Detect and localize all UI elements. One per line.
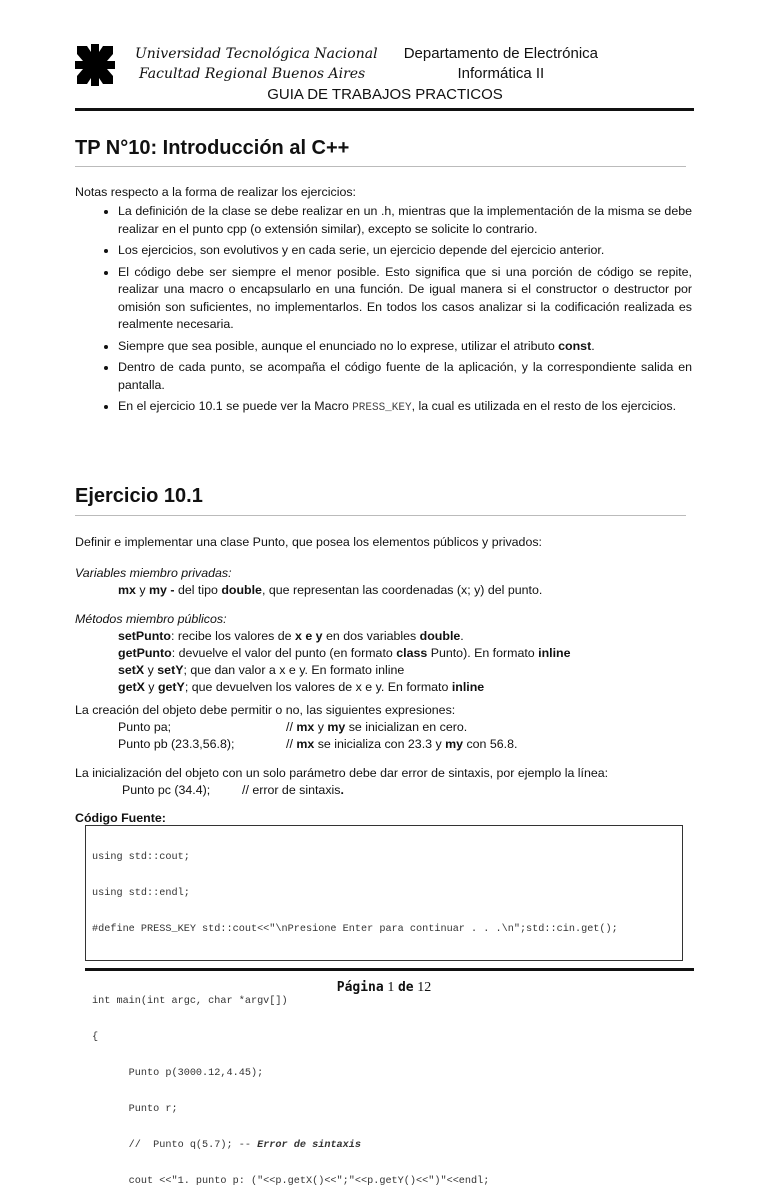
page-total: 12 — [417, 980, 432, 995]
exercise-title-divider — [75, 515, 686, 516]
notes-intro: Notas respecto a la forma de realizar los ejercicios: — [75, 185, 356, 199]
macro-name: PRESS_KEY — [352, 402, 412, 414]
department-name: Departamento de Electrónica — [403, 45, 598, 62]
code-line: int main(int argc, char *argv[]) — [92, 996, 288, 1007]
private-members-line: mx y my - del tipo double, que representan las coordenadas (x; y) del punto. — [118, 583, 543, 597]
of-word: de — [397, 980, 414, 995]
code-line: using std::endl; — [92, 888, 190, 899]
const-keyword: const — [558, 338, 592, 353]
code-line: using std::cout; — [92, 852, 190, 863]
code-line: { — [92, 1032, 99, 1043]
note-item: • Dentro de cada punto, se acompaña el código fuente de la aplicación, y la correspondiente salida en pantalla. — [118, 359, 692, 394]
header-divider — [75, 108, 694, 111]
exercise-intro: Definir e implementar una clase Punto, que posea los elementos públicos y privados: — [75, 535, 542, 549]
page-footer — [0, 979, 768, 996]
notes-list — [75, 203, 692, 422]
footer-divider — [85, 968, 694, 971]
department-block — [404, 44, 598, 84]
tp-title: TP N°10: Introducción al C++ — [75, 137, 350, 159]
note-item: • En el ejercicio 10.1 se puede ver la Macro PRESS_KEY, la cual es utilizada en el resto de los ejercicios. — [118, 398, 692, 418]
code-line: #define PRESS_KEY std::cout<<"\nPresione Enter para continuar . . .\n";std::cin.get(); — [92, 924, 618, 935]
guide-title: GUIA DE TRABAJOS PRACTICOS — [267, 86, 503, 103]
university-block — [135, 44, 378, 84]
source-code-label: Código Fuente: — [75, 811, 166, 825]
tp-title-divider — [75, 166, 686, 167]
page-number: 1 — [387, 980, 395, 995]
single-param-block — [75, 765, 687, 799]
expression-pb: Punto pb (23.3,56.8); // mx se inicializa con 23.3 y my con 56.8. — [118, 737, 518, 751]
page-word: Página — [336, 980, 384, 995]
expression-pa: Punto pa; // mx y my se inicializan en cero. — [118, 720, 468, 734]
private-members-block — [75, 565, 687, 599]
method-getx-gety: getX y getY; que devuelven los valores de x e y. En formato inline — [118, 680, 485, 694]
expression-pc: Punto pc (34.4); // error de sintaxis. — [122, 783, 344, 797]
faculty-name: Facultad Regional Buenos Aires — [139, 66, 366, 82]
method-setx-sety: setX y setY; que dan valor a x e y. En formato inline — [118, 663, 405, 677]
public-methods-label: Métodos miembro públicos: — [75, 612, 227, 626]
document-header — [75, 38, 695, 110]
code-line: cout <<"1. punto p: ("<<p.getX()<<";"<<p.getY()<<")"<<endl; — [92, 1176, 490, 1187]
subject-name: Informática II — [457, 65, 545, 82]
exercise-title: Ejercicio 10.1 — [75, 485, 203, 507]
note-item: • La definición de la clase se debe realizar en un .h, mientras que la implementación de la misma se debe realizar en el punto cpp (o extensión similar), excepto se solicite lo contrario. — [118, 203, 692, 238]
method-setpunto: setPunto: recibe los valores de x e y en dos variables double. — [118, 629, 464, 643]
code-error-comment: Error de sintaxis — [257, 1140, 362, 1151]
single-param-intro: La inicialización del objeto con un solo parámetro debe dar error de sintaxis, por ejemplo la línea: — [75, 766, 609, 780]
private-members-label: Variables miembro privadas: — [75, 566, 232, 580]
code-line: Punto r; — [92, 1104, 178, 1115]
note-item: • Siempre que sea posible, aunque el enunciado no lo exprese, utilizar el atributo const. — [118, 338, 692, 356]
method-getpunto: getPunto: devuelve el valor del punto (en formato class Punto). En formato inline — [118, 646, 571, 660]
note-item: • Los ejercicios, son evolutivos y en cada serie, un ejercicio depende del ejercicio anterior. — [118, 242, 692, 260]
creation-intro: La creación del objeto debe permitir o no, las siguientes expresiones: — [75, 703, 456, 717]
creation-block — [75, 702, 687, 753]
note-item: • El código debe ser siempre el menor posible. Esto significa que si una porción de código se repite, realizar una macro o encapsularlo en una función. De igual manera si el constructor o destructor por omisión son suficientes, no implementarlos. En todos los casos analizar si la codificación realizada es realmente necesaria. — [118, 264, 692, 334]
code-line: // Punto q(5.7); -- Error de sintaxis — [92, 1140, 362, 1151]
university-name: Universidad Tecnológica Nacional — [135, 46, 378, 62]
public-methods-block — [75, 611, 687, 696]
utn-logo-icon — [75, 44, 115, 86]
code-line: Punto p(3000.12,4.45); — [92, 1068, 264, 1079]
